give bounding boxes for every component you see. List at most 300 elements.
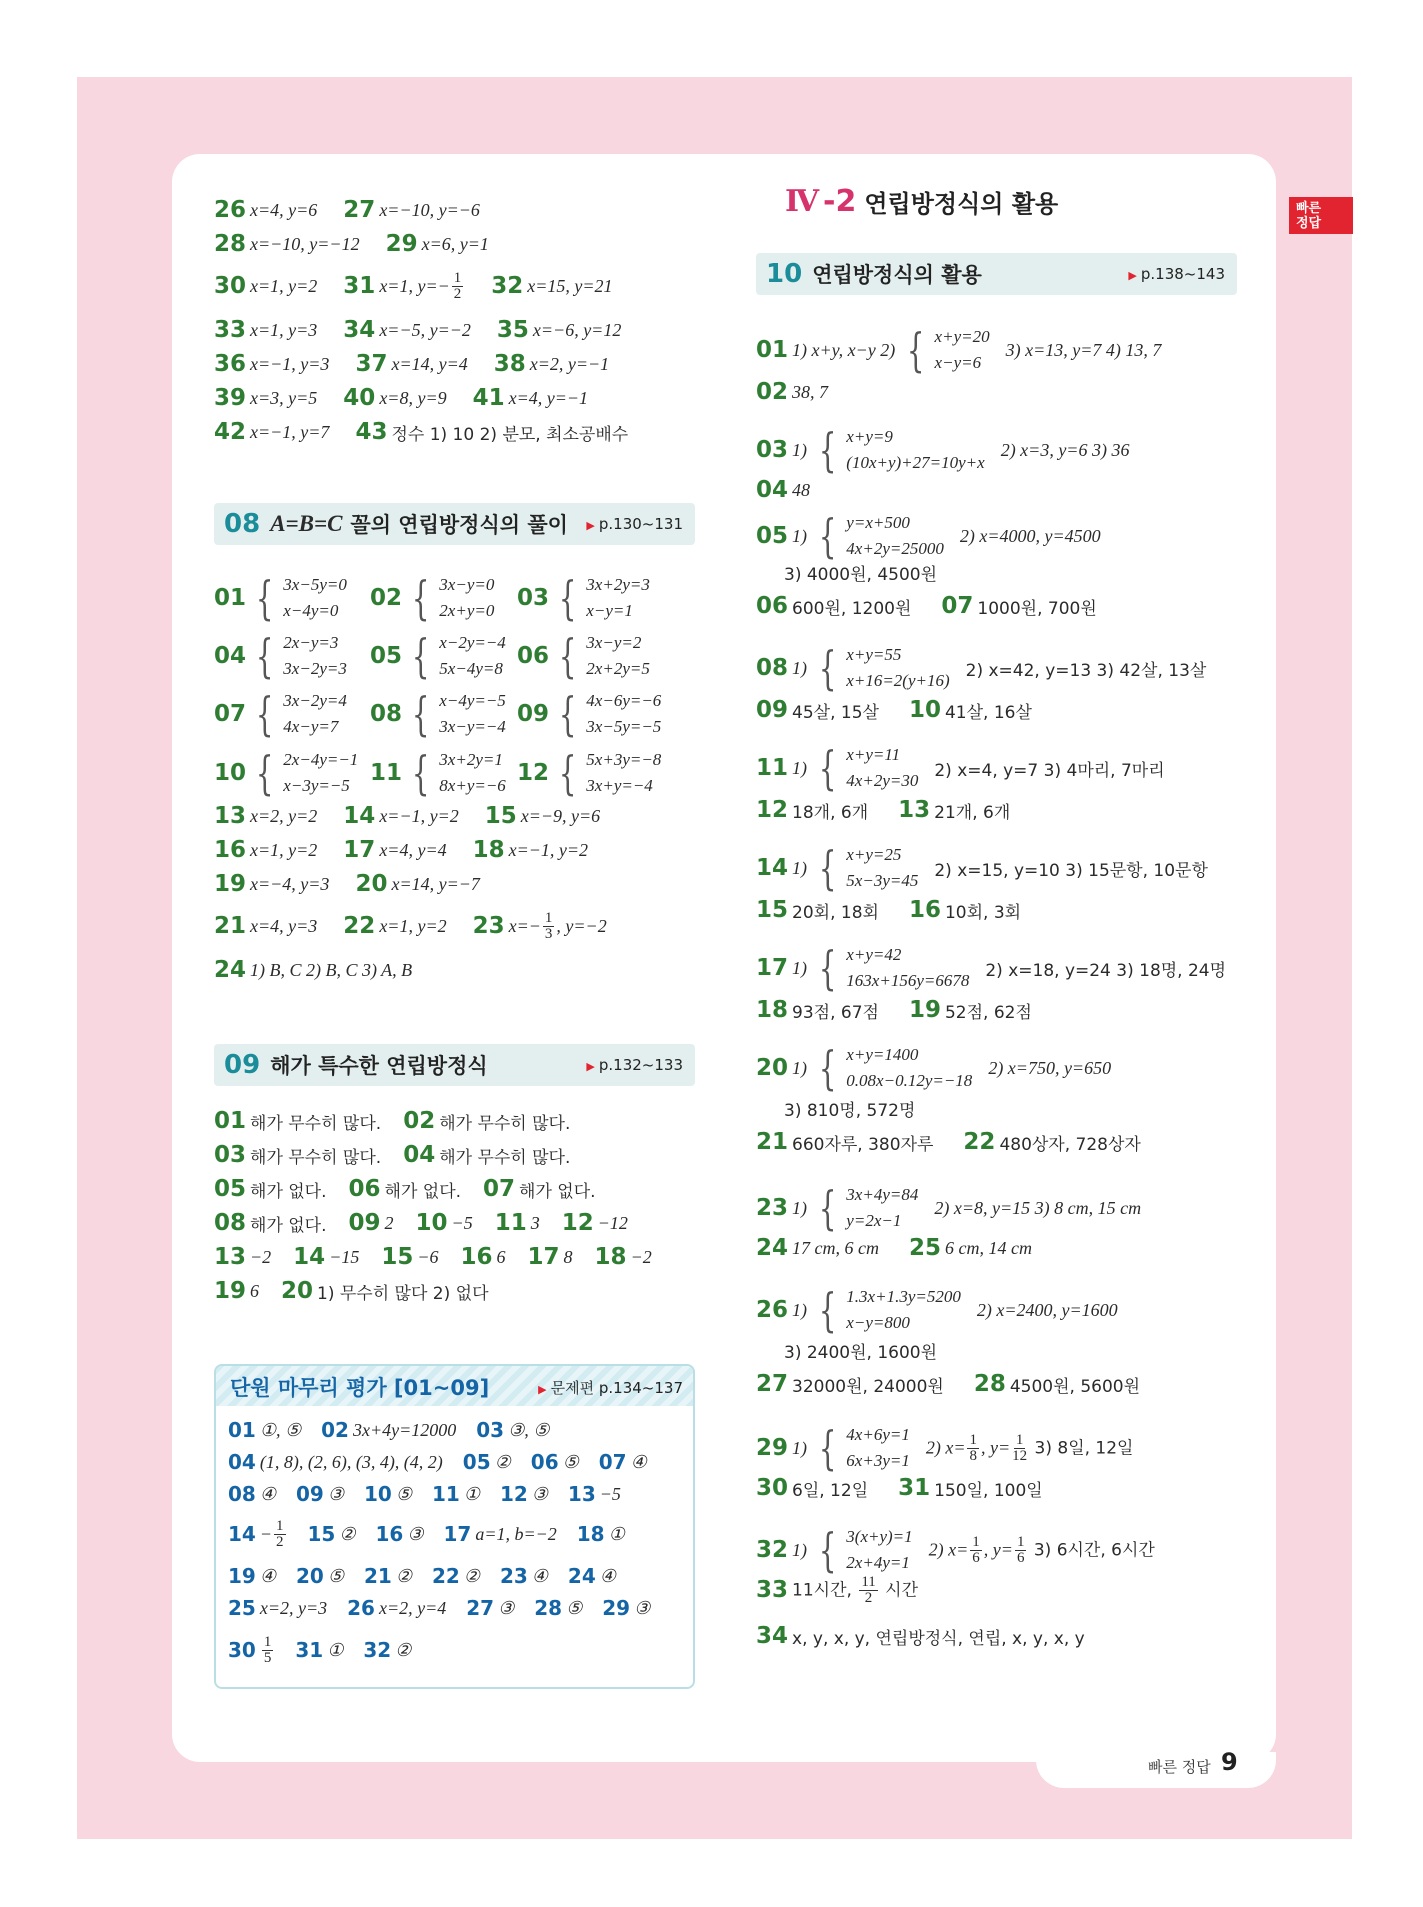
question-number: 11 xyxy=(431,1482,460,1506)
question-number: 33 xyxy=(756,1577,789,1603)
equation: 2x+2y=5 xyxy=(586,659,650,678)
equation: 4x−6y=−6 xyxy=(586,691,662,710)
answer-text xyxy=(792,1575,918,1606)
equation: 2x−y=3 xyxy=(283,633,339,652)
equations xyxy=(439,747,506,799)
answer-item xyxy=(483,1176,596,1202)
question-number: 16 xyxy=(214,837,247,863)
denominator: 5 xyxy=(263,1649,272,1666)
equation: 4x+6y=1 xyxy=(846,1425,910,1444)
equation-system xyxy=(406,747,506,799)
answer-value: x=2, y=−1 xyxy=(529,353,610,374)
question-number: 15 xyxy=(307,1522,336,1546)
question-number: 12 xyxy=(756,797,789,823)
question-number: 20 xyxy=(355,871,388,897)
question-number: 13 xyxy=(214,1244,247,1270)
answer-line xyxy=(228,1592,670,1624)
answer-line xyxy=(756,940,1226,996)
question-number: 26 xyxy=(347,1596,375,1620)
question-number: 09 xyxy=(348,1210,381,1236)
equation: 3x−y=0 xyxy=(439,575,495,594)
fraction xyxy=(262,1635,274,1666)
answer-line xyxy=(784,1092,921,1124)
system-answer xyxy=(214,628,347,684)
section-page: ▶ p.130~131 xyxy=(586,515,683,533)
equation: x+y=42 xyxy=(846,945,902,964)
equation: 4x+2y=30 xyxy=(846,771,919,790)
answer-value: 21개, 6개 xyxy=(934,802,1011,823)
question-number: 29 xyxy=(756,1435,789,1461)
answer-value: −15 xyxy=(329,1246,360,1267)
answer-value: x=6, y=1 xyxy=(421,233,489,254)
equations xyxy=(283,572,347,624)
question-number: 17 xyxy=(443,1522,472,1546)
numerator: 1 xyxy=(1016,1533,1025,1550)
answer-value: −2 xyxy=(630,1246,652,1267)
answer-item xyxy=(381,1244,438,1270)
answer-value: 38, 7 xyxy=(792,381,829,402)
answer-text xyxy=(960,526,1101,547)
question-number: 16 xyxy=(460,1244,493,1270)
equation: x−4y=0 xyxy=(283,601,339,620)
answer-value: x=−10, y=−6 xyxy=(379,199,480,220)
answer-text xyxy=(792,382,828,403)
answer-line xyxy=(756,1180,1141,1236)
equation: 0.08x−0.12y=−18 xyxy=(846,1071,973,1090)
equation-system xyxy=(813,1042,972,1094)
answer-value: −6 xyxy=(417,1246,439,1267)
question-number: 41 xyxy=(472,385,505,411)
answer-item xyxy=(343,271,465,302)
equations xyxy=(846,1182,918,1234)
system-answer xyxy=(214,570,347,626)
answer-value: ④ xyxy=(630,1451,647,1472)
answer-text xyxy=(792,758,807,779)
question-number: 32 xyxy=(491,273,524,299)
answer-text xyxy=(926,1433,1134,1464)
triangle-icon: ▶ xyxy=(538,1383,547,1396)
equation: 3x−2y=3 xyxy=(283,659,347,678)
question-number: 04 xyxy=(228,1450,256,1474)
equation: 3x−2y=4 xyxy=(283,691,347,710)
answer-item xyxy=(485,803,600,829)
question-number: 24 xyxy=(756,1235,789,1261)
equations xyxy=(283,747,358,799)
answer-line xyxy=(756,1368,1140,1400)
equation-system xyxy=(813,1524,913,1576)
equation: 1.3x+1.3y=5200 xyxy=(846,1287,961,1306)
answer-value: , y= xyxy=(983,1539,1013,1559)
answer-line xyxy=(214,800,626,832)
page-number: 9 xyxy=(1221,1748,1238,1776)
chapter-header xyxy=(785,184,1058,219)
question-number: 32 xyxy=(363,1638,392,1662)
question-number: 24 xyxy=(214,957,247,983)
question-number: 03 xyxy=(517,585,550,611)
answer-value: x=−10, y=−12 xyxy=(250,233,360,254)
answer-line xyxy=(228,1446,667,1478)
answer-item xyxy=(355,871,479,897)
answer-value: a=1, b=−2 xyxy=(475,1523,557,1544)
answer-item xyxy=(602,1596,650,1620)
answer-value: 1) xyxy=(792,525,808,546)
answer-value: 2) x=4, y=7 3) 4마리, 7마리 xyxy=(934,760,1165,781)
question-number: 20 xyxy=(295,1564,324,1588)
question-number: 37 xyxy=(355,351,388,377)
chapter-number: -2 xyxy=(823,184,857,219)
question-number: 07 xyxy=(598,1450,627,1474)
answer-item xyxy=(347,1596,446,1620)
answer-text xyxy=(792,526,807,547)
numerator: 1 xyxy=(544,909,553,926)
question-number: 11 xyxy=(370,760,403,786)
equation: 3x+y=−4 xyxy=(586,776,653,795)
answer-item xyxy=(321,1418,456,1442)
equations xyxy=(586,572,650,624)
answer-line xyxy=(214,1207,650,1239)
question-number: 21 xyxy=(214,913,247,939)
equation: 3x+4y=84 xyxy=(846,1185,919,1204)
system-answer xyxy=(517,628,650,684)
answer-line xyxy=(756,590,1097,622)
answer-value: 2) x= xyxy=(925,1437,966,1457)
equations xyxy=(846,842,918,894)
equations xyxy=(846,942,969,994)
answer-item xyxy=(343,803,458,829)
answer-value: 1) x+y, x−y 2) xyxy=(792,339,896,360)
answer-value: 41살, 16살 xyxy=(944,702,1032,723)
answer-text xyxy=(792,1476,868,1501)
question-number: 31 xyxy=(295,1638,324,1662)
answer-value: 2 xyxy=(384,1212,394,1233)
question-number: 06 xyxy=(756,593,789,619)
question-number: 18 xyxy=(594,1244,627,1270)
answer-text xyxy=(792,698,879,723)
equation: 4x−y=7 xyxy=(283,717,339,736)
minus-sign: − xyxy=(437,275,450,296)
question-number: 22 xyxy=(963,1129,996,1155)
answer-value: −5 xyxy=(599,1483,621,1504)
answer-line xyxy=(756,1232,1032,1264)
answer-item xyxy=(500,1482,548,1506)
equation-system xyxy=(250,688,347,740)
answer-line xyxy=(228,1414,569,1446)
answer-text xyxy=(792,858,807,879)
section-number: 08 xyxy=(224,509,261,539)
answer-value: 2) x=3, y=6 3) 36 xyxy=(1000,439,1130,460)
answer-line xyxy=(756,840,1208,896)
answer-text xyxy=(792,898,879,923)
equation: 3x+2y=1 xyxy=(439,750,503,769)
answer-line xyxy=(756,474,816,506)
brace-icon: { xyxy=(558,687,577,741)
answer-item xyxy=(295,1638,343,1662)
answer-value: 해가 없다. xyxy=(519,1181,596,1202)
brace-icon: { xyxy=(818,1041,837,1095)
answer-value: 3) 810명, 572명 xyxy=(784,1100,916,1121)
answer-text xyxy=(784,560,937,585)
question-number: 04 xyxy=(403,1142,436,1168)
question-number: 08 xyxy=(756,655,789,681)
answer-value: 1) xyxy=(792,857,808,878)
answer-line xyxy=(228,1634,431,1666)
answer-line xyxy=(756,640,1206,696)
answer-text xyxy=(945,898,1021,923)
answer-value: x=2, y=2 xyxy=(250,805,318,826)
answer-item xyxy=(363,1638,411,1662)
answer-value: 4500원, 5600원 xyxy=(1009,1376,1141,1397)
brace-icon: { xyxy=(411,687,430,741)
fraction xyxy=(543,911,555,942)
question-number: 32 xyxy=(756,1537,789,1563)
equation-system xyxy=(901,324,989,376)
brace-icon: { xyxy=(818,1421,837,1475)
answer-text xyxy=(792,798,868,823)
answer-text xyxy=(792,1058,807,1079)
equation-system xyxy=(553,572,650,624)
equation: 3(x+y)=1 xyxy=(846,1527,913,1546)
equation-system xyxy=(813,1422,910,1474)
question-number: 30 xyxy=(214,273,247,299)
answer-line xyxy=(214,868,506,900)
answer-item xyxy=(473,385,588,411)
question-number: 34 xyxy=(756,1623,789,1649)
answer-text xyxy=(792,658,807,679)
answer-value: ③ xyxy=(327,1483,344,1504)
answer-value: 1) xyxy=(792,1539,808,1560)
equations xyxy=(846,424,984,476)
question-number: 23 xyxy=(472,913,505,939)
question-number: 20 xyxy=(756,1055,789,1081)
system-answer xyxy=(214,745,358,801)
equations xyxy=(439,572,494,624)
answer-value: 3) 2400원, 1600원 xyxy=(784,1342,938,1363)
question-number: 23 xyxy=(756,1195,789,1221)
brace-icon: { xyxy=(818,1181,837,1235)
answer-value: 3) 6시간, 6시간 xyxy=(1028,1540,1155,1560)
question-number: 09 xyxy=(756,697,789,723)
answer-value: 600원, 1200원 xyxy=(792,598,912,619)
answer-item xyxy=(228,1596,327,1620)
equation-system xyxy=(813,510,944,562)
footer-label: 빠른 정답 xyxy=(1148,1758,1211,1776)
answer-line xyxy=(214,228,515,260)
answer-value: 45살, 15살 xyxy=(792,702,879,723)
answer-item xyxy=(214,1108,381,1134)
answer-line xyxy=(756,794,1010,826)
answer-value: ③ xyxy=(634,1597,651,1618)
answer-value: ⑤ xyxy=(395,1483,412,1504)
section-page: ▶ p.138~143 xyxy=(1128,265,1225,283)
answer-line xyxy=(756,1282,1118,1338)
answer-item xyxy=(355,351,467,377)
equation: x+16=2(y+16) xyxy=(846,671,950,690)
answer-value: −12 xyxy=(597,1212,628,1233)
equation-system xyxy=(813,1284,961,1336)
question-number: 20 xyxy=(281,1278,314,1304)
answer-value: 3 xyxy=(530,1212,540,1233)
answer-item xyxy=(343,317,471,343)
equation: y=2x−1 xyxy=(846,1211,902,1230)
question-number: 16 xyxy=(908,897,941,923)
equation: (10x+y)+27=10y+x xyxy=(846,453,985,472)
answer-value: 1000원, 700원 xyxy=(977,598,1097,619)
answer-item xyxy=(528,1244,573,1270)
section-10-header xyxy=(756,253,1237,295)
answer-text xyxy=(945,1238,1032,1259)
answer-item xyxy=(495,1210,540,1236)
answer-value: ④ xyxy=(259,1483,276,1504)
answer-value: 해가 무수히 많다. xyxy=(439,1113,571,1134)
question-number: 03 xyxy=(476,1418,505,1442)
equations xyxy=(846,1422,910,1474)
question-number: 18 xyxy=(472,837,505,863)
answer-item xyxy=(343,385,446,411)
brace-icon: { xyxy=(818,509,837,563)
section-number: 09 xyxy=(224,1050,261,1080)
answer-value: ④ xyxy=(599,1565,616,1586)
denominator: 2 xyxy=(864,1589,873,1606)
equation-system xyxy=(813,742,918,794)
answer-value: ③ xyxy=(531,1483,548,1504)
answer-value: 2) x=750, y=650 xyxy=(988,1057,1112,1078)
question-number: 05 xyxy=(370,643,403,669)
answer-value: 150일, 100일 xyxy=(934,1480,1043,1501)
question-number: 06 xyxy=(530,1450,559,1474)
equation-system xyxy=(553,630,650,682)
answer-value: x=14, y=4 xyxy=(391,353,468,374)
question-number: 42 xyxy=(214,419,247,445)
answer-item xyxy=(595,1244,652,1270)
answer-value: 1) xyxy=(792,657,808,678)
question-number: 18 xyxy=(576,1522,605,1546)
answer-value: x=14, y=−7 xyxy=(391,873,480,894)
answer-text xyxy=(977,594,1096,619)
answer-line xyxy=(784,556,943,588)
answer-line xyxy=(214,270,639,302)
section-08-header xyxy=(214,503,695,545)
answer-item xyxy=(296,1482,344,1506)
answer-value: x=−6, y=12 xyxy=(532,319,622,340)
brace-icon: { xyxy=(558,746,577,800)
answer-line xyxy=(756,376,834,408)
question-number: 08 xyxy=(228,1482,256,1506)
question-number: 38 xyxy=(493,351,526,377)
answer-value: −5 xyxy=(451,1212,473,1233)
answer-item xyxy=(443,1522,556,1546)
answer-text xyxy=(1006,340,1162,361)
system-answer xyxy=(517,745,661,801)
answer-text xyxy=(934,1198,1141,1219)
question-number: 26 xyxy=(756,1297,789,1323)
answer-item xyxy=(355,419,628,445)
answer-value: ①, ⑤ xyxy=(259,1419,302,1440)
denominator: 2 xyxy=(453,285,462,302)
equation: 3x−y=−4 xyxy=(439,717,506,736)
answer-text xyxy=(792,340,895,361)
question-number: 05 xyxy=(462,1450,491,1474)
answer-value: 2) x=2400, y=1600 xyxy=(976,1299,1118,1320)
answer-item xyxy=(349,1176,462,1202)
answer-line xyxy=(756,740,1165,796)
question-number: 13 xyxy=(214,803,247,829)
equation-system xyxy=(813,642,950,694)
answer-value: 3) 4000원, 4500원 xyxy=(784,564,938,585)
answer-item xyxy=(497,317,621,343)
answer-line xyxy=(756,694,1032,726)
equations xyxy=(846,510,944,562)
answer-value: 6 xyxy=(496,1246,506,1267)
answer-value: 11시간, xyxy=(792,1580,858,1600)
answer-value: ④ xyxy=(531,1565,548,1586)
answer-value: 1) xyxy=(792,1437,808,1458)
system-answer xyxy=(214,686,347,742)
question-number: 11 xyxy=(756,755,789,781)
question-number: 15 xyxy=(484,803,517,829)
question-number: 30 xyxy=(756,1475,789,1501)
answer-text xyxy=(792,1198,807,1219)
answer-value: ② xyxy=(339,1523,356,1544)
minus-sign: − xyxy=(528,915,541,936)
answer-item xyxy=(214,351,329,377)
equation: 163x+156y=6678 xyxy=(846,971,970,990)
answer-value: x=1, y=2 xyxy=(250,275,318,296)
answer-text xyxy=(1001,440,1130,461)
question-number: 06 xyxy=(348,1176,381,1202)
answer-value: ⑤ xyxy=(327,1565,344,1586)
brace-icon: { xyxy=(411,571,430,625)
equations xyxy=(439,688,506,740)
equation: x−y=800 xyxy=(846,1313,910,1332)
equations xyxy=(846,1524,912,1576)
equation-system xyxy=(250,747,358,799)
question-number: 02 xyxy=(321,1418,349,1442)
answer-value: x=4, y=3 xyxy=(250,915,318,936)
answer-text xyxy=(792,958,807,979)
brace-icon: { xyxy=(818,1523,837,1577)
brace-icon: { xyxy=(255,629,274,683)
equation-system xyxy=(406,630,506,682)
answer-text xyxy=(999,1130,1140,1155)
answer-line xyxy=(214,416,654,448)
triangle-icon: ▶ xyxy=(586,519,595,532)
question-number: 27 xyxy=(466,1596,495,1620)
answer-line xyxy=(214,834,614,866)
answer-item xyxy=(500,1564,548,1588)
answer-line xyxy=(214,348,635,380)
equation: x−4y=−5 xyxy=(439,691,506,710)
question-number: 33 xyxy=(214,317,247,343)
answer-item xyxy=(343,837,446,863)
answer-line xyxy=(214,314,647,346)
answer-item xyxy=(375,1522,423,1546)
answer-value: x=1, y=3 xyxy=(250,319,318,340)
brace-icon: { xyxy=(255,571,274,625)
answer-item xyxy=(461,1244,506,1270)
question-number: 17 xyxy=(527,1244,560,1270)
system-answer xyxy=(370,686,506,742)
answer-value: 2) x=15, y=10 3) 15문항, 10문항 xyxy=(934,860,1208,881)
answer-value: x=2, y=3 xyxy=(259,1597,328,1618)
answer-value: 2) x=4000, y=4500 xyxy=(959,525,1101,546)
question-number: 08 xyxy=(370,701,403,727)
answer-value: 해가 무수히 많다. xyxy=(250,1113,382,1134)
answer-text xyxy=(792,1372,944,1397)
answer-value: 32000원, 24000원 xyxy=(792,1376,944,1397)
answer-item xyxy=(416,1210,473,1236)
answer-value: x=3, y=5 xyxy=(250,387,318,408)
answer-text xyxy=(966,656,1207,681)
